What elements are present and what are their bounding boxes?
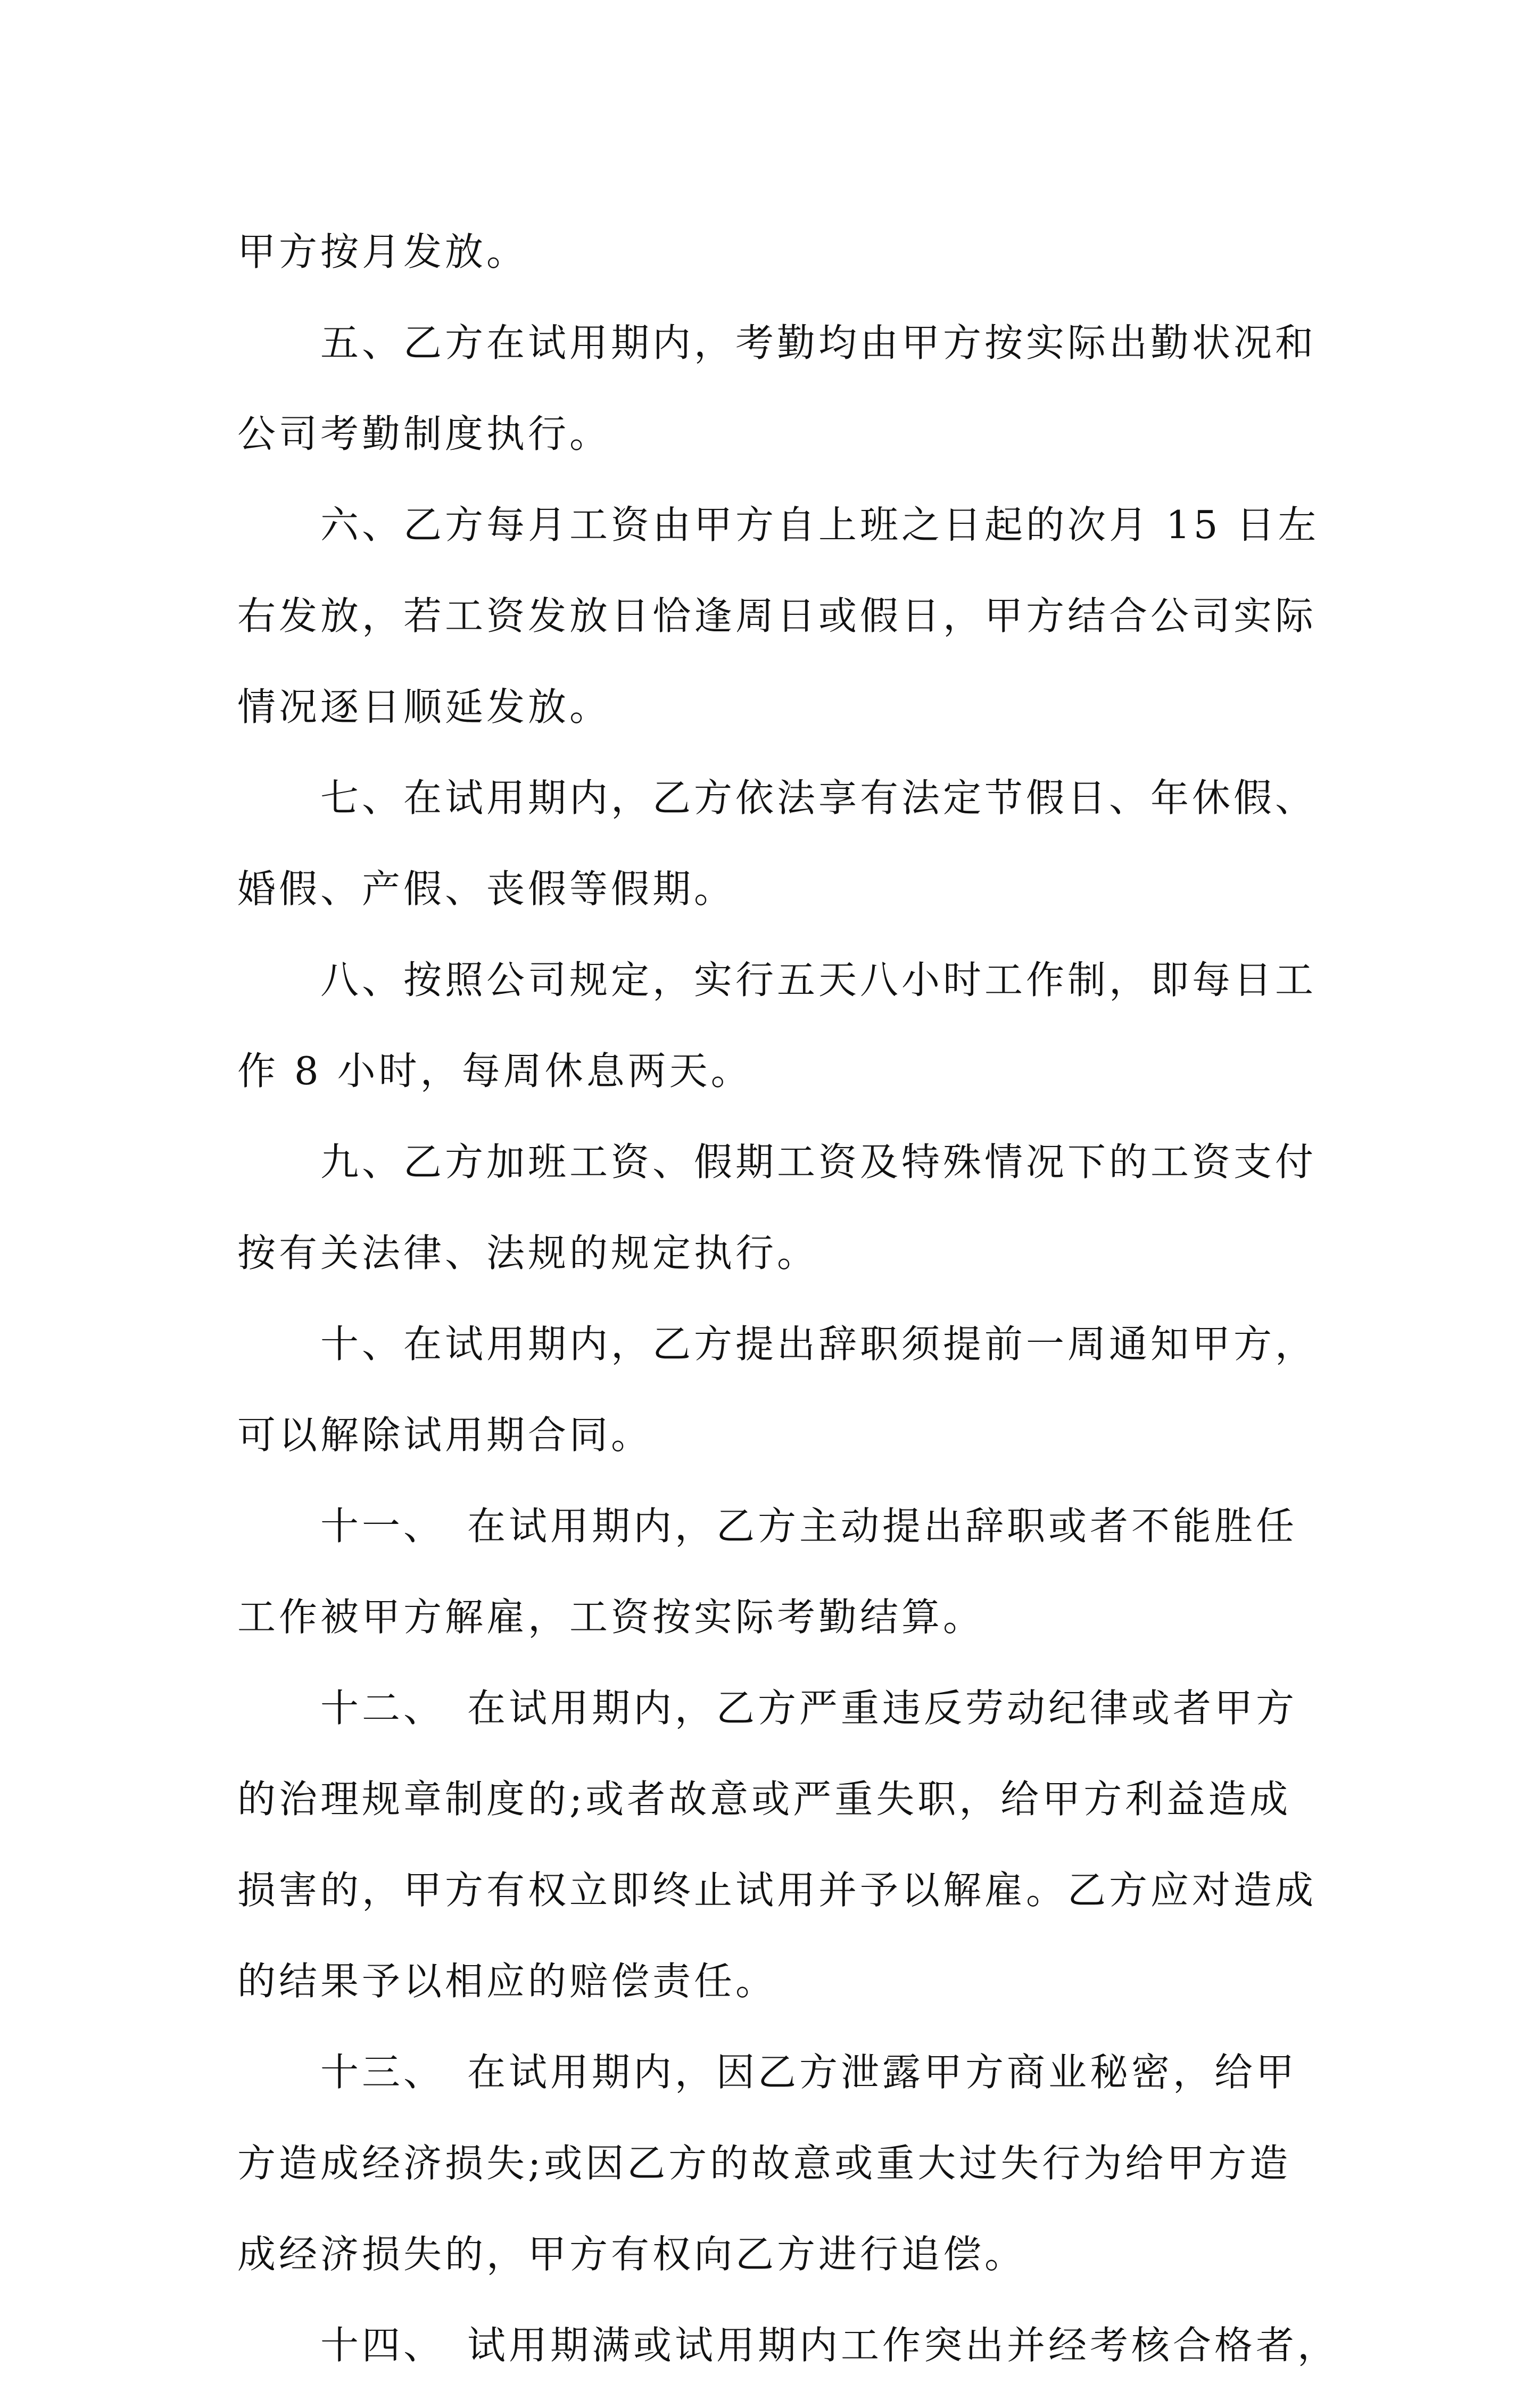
paragraph-line: 作 8 小时，每周休息两天。 (237, 1049, 752, 1093)
paragraph-line: 十三、 在试用期内，因乙方泄露甲方商业秘密，给甲 (320, 2050, 1298, 2095)
paragraph-line: 十一、 在试用期内，乙方主动提出辞职或者不能胜任 (320, 1504, 1298, 1548)
paragraph-line: 工作被甲方解雇，工资按实际考勤结算。 (237, 1595, 985, 1639)
contract-clause-paragraph (237, 935, 1317, 1117)
paragraph-line: 的结果予以相应的赔偿责任。 (237, 1959, 777, 2004)
paragraph-line: 右发放，若工资发放日恰逢周日或假日，甲方结合公司实际 (237, 593, 1317, 638)
contract-clause-paragraph (237, 1663, 1317, 2027)
paragraph-line: 情况逐日顺延发放。 (237, 685, 611, 729)
paragraph-line: 方造成经济损失;或因乙方的故意或重大过失行为给甲方造 (237, 2141, 1291, 2186)
contract-clause-paragraph (237, 753, 1317, 935)
paragraph-line: 甲方按月发放。 (237, 229, 528, 274)
contract-clause-paragraph (237, 480, 1320, 753)
contract-clause-paragraph (237, 1299, 1317, 1481)
paragraph-line: 婚假、产假、丧假等假期。 (237, 867, 736, 911)
paragraph-line: 八、按照公司规定，实行五天八小时工作制，即每日工 (320, 958, 1317, 1002)
contract-clause-paragraph (237, 298, 1317, 480)
paragraph-line: 的治理规章制度的;或者故意或严重失职，给甲方利益造成 (237, 1777, 1291, 1821)
contract-clause-paragraph (237, 1481, 1307, 1663)
paragraph-line: 十四、 试用期满或试用期内工作突出并经考核合格者， (320, 2323, 1339, 2368)
paragraph-line: 损害的，甲方有权立即终止试用并予以解雇。乙方应对造成 (237, 1868, 1317, 1912)
paragraph-line: 九、乙方加班工资、假期工资及特殊情况下的工资支付 (320, 1140, 1317, 1184)
contract-clause-paragraph (237, 1117, 1317, 1299)
paragraph-line: 成经济损失的，甲方有权向乙方进行追偿。 (237, 2232, 1026, 2277)
document-body (237, 207, 1339, 2391)
contract-clause-paragraph (237, 207, 1307, 298)
paragraph-line: 公司考勤制度执行。 (237, 411, 611, 456)
paragraph-line: 十二、 在试用期内，乙方严重违反劳动纪律或者甲方 (320, 1686, 1298, 1730)
paragraph-line: 七、在试用期内，乙方依法享有法定节假日、年休假、 (320, 776, 1317, 820)
contract-clause-paragraph (237, 2027, 1307, 2300)
paragraph-line: 按有关法律、法规的规定执行。 (237, 1231, 819, 1275)
paragraph-line: 可以解除试用期合同。 (237, 1413, 653, 1457)
paragraph-line: 五、乙方在试用期内，考勤均由甲方按实际出勤状况和 (320, 320, 1317, 365)
paragraph-line: 十、在试用期内，乙方提出辞职须提前一周通知甲方， (320, 1322, 1317, 1366)
paragraph-line: 六、乙方每月工资由甲方自上班之日起的次月 15 日左 (320, 502, 1320, 547)
contract-clause-paragraph (237, 2300, 1339, 2391)
